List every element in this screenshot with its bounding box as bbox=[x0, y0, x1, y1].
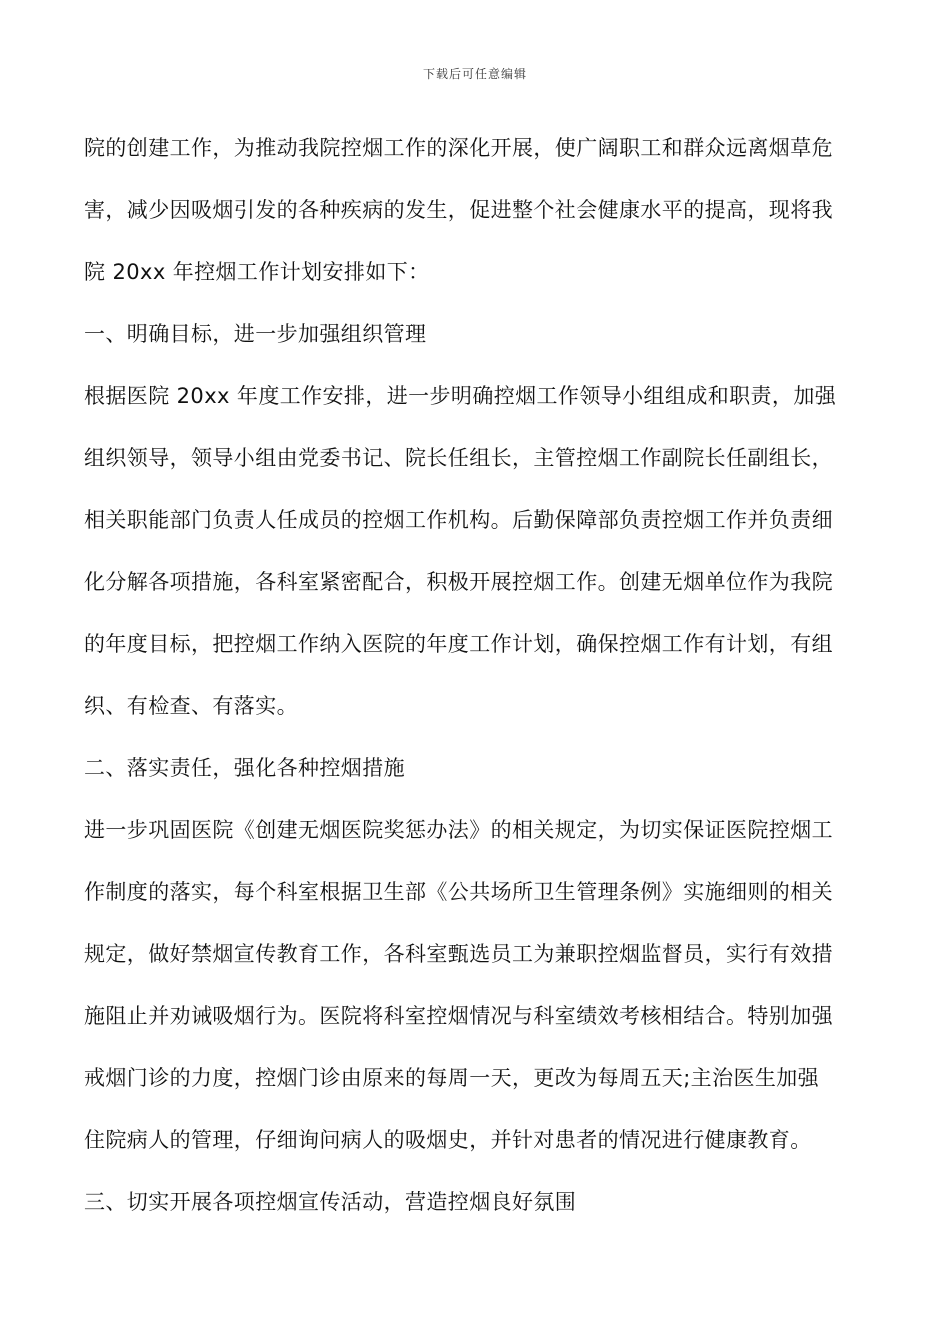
text-line: 织、有检查、有落实。 bbox=[84, 694, 298, 718]
document-body bbox=[84, 117, 874, 1233]
text-line: 作制度的落实，每个科室根据卫生部《公共场所卫生管理条例》实施细则的相关 bbox=[84, 880, 833, 904]
section-heading: 一、明确目标，进一步加强组织管理 bbox=[84, 322, 427, 346]
text-line: 戒烟门诊的力度，控烟门诊由原来的每周一天，更改为每周五天;主治医生加强 bbox=[84, 1066, 820, 1090]
section-heading: 二、落实责任，强化各种控烟措施 bbox=[84, 756, 405, 780]
text-line: 根据医院 20xx 年度工作安排，进一步明确控烟工作领导小组组成和职责，加强 bbox=[84, 384, 837, 408]
text-line: 院 20xx 年控烟工作计划安排如下： bbox=[84, 260, 430, 284]
text-line: 住院病人的管理，仔细询问病人的吸烟史，并针对患者的情况进行健康教育。 bbox=[84, 1128, 812, 1152]
section-heading: 三、切实开展各项控烟宣传活动，营造控烟良好氛围 bbox=[84, 1190, 577, 1214]
text-line: 进一步巩固医院《创建无烟医院奖惩办法》的相关规定，为切实保证医院控烟工 bbox=[84, 818, 833, 842]
text-line: 害，减少因吸烟引发的各种疾病的发生，促进整个社会健康水平的提高，现将我 bbox=[84, 198, 833, 222]
text-line: 规定，做好禁烟宣传教育工作，各科室甄选员工为兼职控烟监督员，实行有效措 bbox=[84, 942, 833, 966]
page-header: 下载后可任意编辑 bbox=[422, 67, 527, 81]
text-line: 组织领导，领导小组由党委书记、院长任组长，主管控烟工作副院长任副组长， bbox=[84, 446, 833, 470]
text-line: 施阻止并劝诫吸烟行为。医院将科室控烟情况与科室绩效考核相结合。特别加强 bbox=[84, 1004, 833, 1028]
text-line: 院的创建工作，为推动我院控烟工作的深化开展，使广阔职工和群众远离烟草危 bbox=[84, 136, 833, 160]
text-line: 化分解各项措施，各科室紧密配合，积极开展控烟工作。创建无烟单位作为我院 bbox=[84, 570, 833, 594]
text-line: 相关职能部门负责人任成员的控烟工作机构。后勤保障部负责控烟工作并负责细 bbox=[84, 508, 833, 532]
text-line: 的年度目标，把控烟工作纳入医院的年度工作计划，确保控烟工作有计划，有组 bbox=[84, 632, 833, 656]
